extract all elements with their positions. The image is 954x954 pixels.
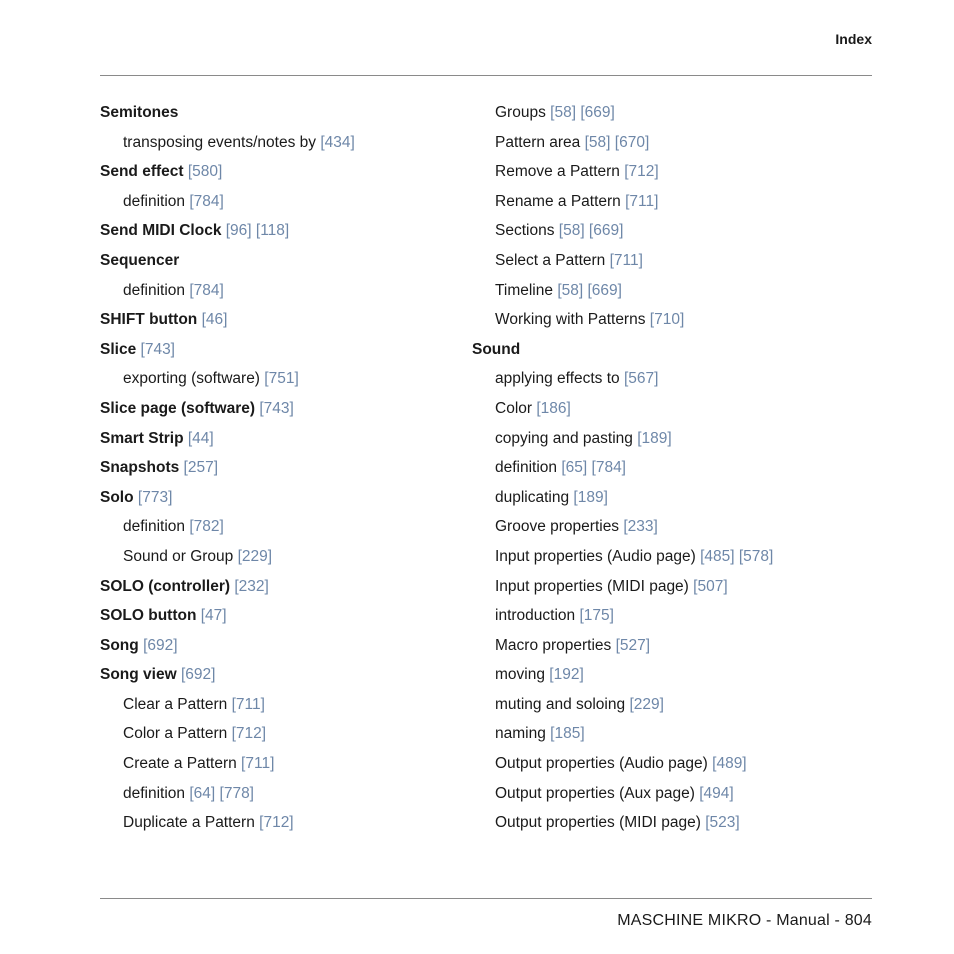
page-reference-link[interactable]: [711] [609,251,643,269]
page-reference-link[interactable]: [96] [118] [225,222,290,240]
page-reference-link[interactable]: [743] [259,399,294,417]
index-sub-entry [472,394,872,424]
index-sub-entry [100,749,460,779]
index-sub-entry [472,512,872,542]
index-term: Timeline [495,281,553,299]
index-term: Sound [472,340,521,358]
page-reference-link[interactable]: [489] [712,755,747,773]
index-main-entry [100,246,460,276]
index-main-entry [100,305,460,335]
index-main-entry [100,335,460,365]
page-reference-link[interactable]: [192] [549,666,584,684]
page-reference-link[interactable]: [257] [183,459,219,477]
index-term: Create a Pattern [123,755,237,773]
index-main-entry [100,631,460,661]
index-sub-entry [472,364,872,394]
index-main-entry [100,98,460,128]
page-reference-link[interactable]: [527] [615,636,651,654]
index-term: Remove a Pattern [495,163,620,181]
header-divider [100,75,872,76]
page-reference-link[interactable]: [58] [669] [557,281,622,299]
index-term: naming [495,725,546,743]
index-term: Send effect [100,163,184,181]
index-term: definition [123,281,186,299]
index-sub-entry [472,749,872,779]
page-reference-link[interactable]: [229] [237,547,273,565]
index-sub-entry [472,305,872,335]
index-term: Send MIDI Clock [100,222,222,240]
page-reference-link[interactable]: [692] [143,636,178,654]
index-term: Clear a Pattern [123,695,228,713]
index-sub-entry [472,98,872,128]
index-column-right [472,98,872,838]
index-sub-entry [472,157,872,187]
index-sub-entry [472,690,872,720]
index-sub-entry [472,246,872,276]
index-main-entry [100,216,460,246]
page-reference-link[interactable]: [189] [573,488,608,506]
index-sub-entry [472,453,872,483]
index-main-entry [100,483,460,513]
page-reference-link[interactable]: [58] [669] [550,104,615,121]
index-sub-entry [100,719,460,749]
page-reference-link[interactable]: [773] [137,488,173,506]
index-sub-entry [472,601,872,631]
index-term: Snapshots [100,459,180,477]
page-reference-link[interactable]: [233] [623,518,658,536]
index-sub-entry [472,808,872,838]
index-column-left [100,98,460,838]
section-header: Index [835,31,872,47]
page-reference-link[interactable]: [58] [669] [558,222,624,240]
page-reference-link[interactable]: [485] [578] [700,547,774,565]
page-reference-link[interactable]: [189] [637,429,672,447]
index-sub-entry [100,364,460,394]
index-term: Macro properties [495,636,612,654]
index-term: Duplicate a Pattern [123,814,255,832]
index-term: Groups [495,104,546,121]
index-main-entry [100,660,460,690]
page-reference-link[interactable]: [44] [187,429,214,447]
index-term: Output properties (MIDI page) [495,814,701,832]
index-sub-entry [100,512,460,542]
index-term: definition [123,518,186,536]
index-term: Color [495,399,533,417]
index-term: SOLO (controller) [100,577,231,595]
page-reference-link[interactable]: [186] [536,399,571,417]
index-sub-entry [472,276,872,306]
page-reference-link[interactable]: [507] [693,577,728,595]
page-reference-link[interactable]: [712] [231,725,267,743]
index-term: Slice [100,340,137,358]
page-reference-link[interactable]: [567] [623,370,659,388]
index-main-entry [100,601,460,631]
index-term: Groove properties [495,518,620,536]
index-main-entry [100,394,460,424]
page-reference-link[interactable]: [784] [189,192,224,210]
index-term: Input properties (Audio page) [495,547,696,565]
index-term: Pattern area [495,133,581,151]
page-reference-link[interactable]: [711] [625,192,659,210]
index-main-entry [100,572,460,602]
footer-divider [100,898,872,899]
index-sub-entry [472,660,872,690]
index-sub-entry [472,216,872,246]
index-term: duplicating [495,488,570,506]
index-term: definition [123,192,186,210]
index-sub-entry [100,808,460,838]
index-sub-entry [100,276,460,306]
index-term: Slice page (software) [100,399,256,417]
index-sub-entry [472,542,872,572]
index-sub-entry [100,542,460,572]
index-main-entry [472,335,872,365]
page-reference-link[interactable]: [692] [180,666,216,684]
index-term: introduction [495,607,576,625]
page-reference-link[interactable]: [232] [234,577,269,595]
index-sub-entry [100,690,460,720]
index-term: Color a Pattern [123,725,228,743]
index-term: Sections [495,222,555,240]
index-term: definition [123,784,186,802]
page-reference-link[interactable]: [494] [699,784,734,802]
page-reference-link[interactable]: [710] [649,311,685,329]
index-main-entry [100,424,460,454]
page-reference-link[interactable]: [229] [629,695,664,713]
index-sub-entry [100,187,460,217]
index-term: Input properties (MIDI page) [495,577,689,595]
page-reference-link[interactable]: [64] [778] [189,784,254,802]
index-term: Song [100,636,139,654]
index-term: SOLO button [100,607,197,625]
page-reference-link[interactable]: [743] [140,340,175,358]
index-main-entry [100,453,460,483]
index-term: Output properties (Aux page) [495,784,695,802]
index-sub-entry [472,483,872,513]
index-term: copying and pasting [495,429,633,447]
page-reference-link[interactable]: [523] [705,814,740,832]
page-reference-link[interactable]: [58] [670] [584,133,650,151]
page-reference-link[interactable]: [175] [579,607,614,625]
index-term: moving [495,666,545,684]
index-sub-entry [472,187,872,217]
index-sub-entry [472,631,872,661]
page-reference-link[interactable]: [580] [187,163,223,181]
index-term: Smart Strip [100,429,184,447]
index-sub-entry [472,719,872,749]
index-sub-entry [100,779,460,809]
index-term: Working with Patterns [495,311,646,329]
index-term: exporting (software) [123,370,260,388]
index-term: definition [495,459,558,477]
index-sub-entry [472,779,872,809]
index-term: Semitones [100,104,179,121]
index-term: Sound or Group [123,547,234,565]
page-reference-link[interactable]: [46] [201,311,228,329]
index-term: Rename a Pattern [495,192,621,210]
index-sub-entry [472,424,872,454]
index-term: Sequencer [100,251,180,269]
page-reference-link[interactable]: [711] [231,695,265,713]
index-term: transposing events/notes by [123,133,317,151]
index-term: Output properties (Audio page) [495,755,708,773]
index-term: Solo [100,488,134,506]
index-term: applying effects to [495,370,620,388]
page-reference-link[interactable]: [47] [200,607,227,625]
index-sub-entry [472,572,872,602]
page-reference-link[interactable]: [784] [189,281,224,299]
index-sub-entry [472,128,872,158]
page-reference-link[interactable]: [782] [189,518,224,536]
page-reference-link[interactable]: [185] [550,725,585,743]
index-main-entry [100,157,460,187]
page-reference-link[interactable]: [751] [264,370,299,388]
page-reference-link[interactable]: [434] [320,133,355,151]
page-footer: MASCHINE MIKRO - Manual - 804 [617,912,872,929]
index-term: Select a Pattern [495,251,606,269]
index-term: Song view [100,666,177,684]
index-sub-entry [100,128,460,158]
page-reference-link[interactable]: [712] [624,163,659,181]
page-reference-link[interactable]: [65] [784] [561,459,626,477]
index-term: muting and soloing [495,695,626,713]
index-term: SHIFT button [100,311,198,329]
page-reference-link[interactable]: [712] [259,814,294,832]
page-reference-link[interactable]: [711] [241,755,275,773]
